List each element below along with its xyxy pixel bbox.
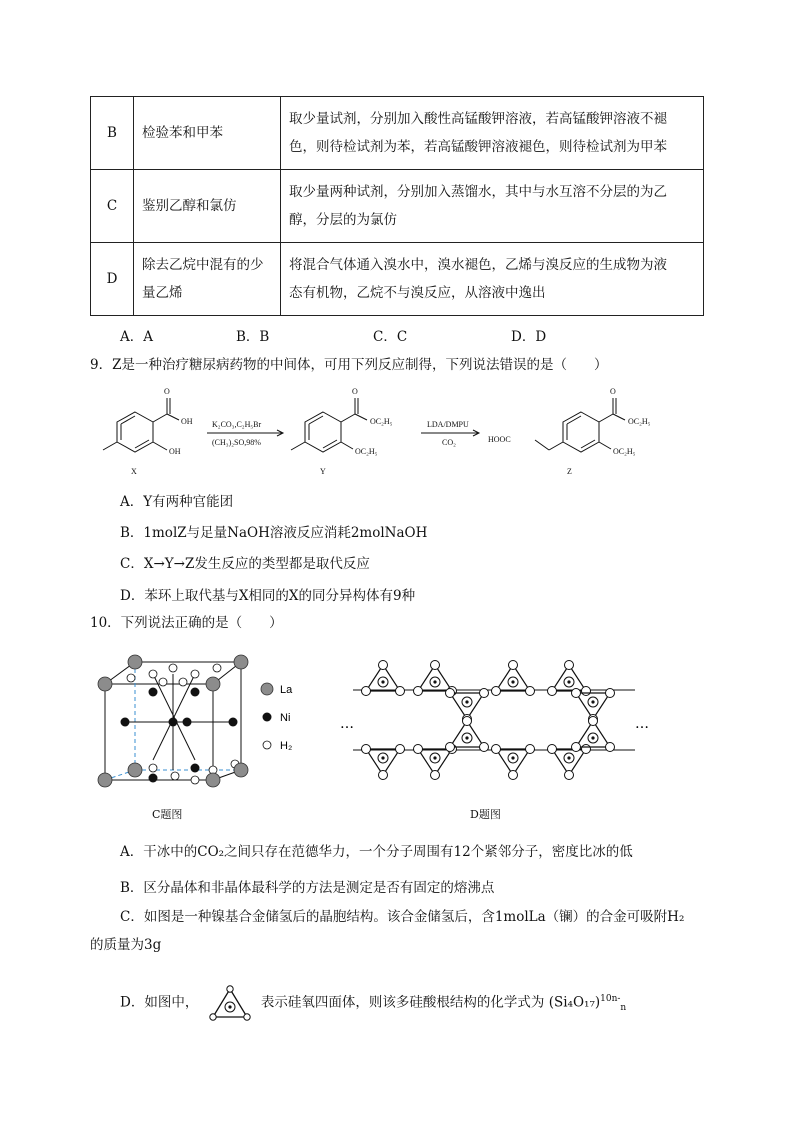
y-ether-label: OC₂H₅ — [355, 447, 378, 456]
legend-h2: H₂ — [280, 740, 293, 752]
row-task: 检验苯和甲苯 — [134, 97, 281, 170]
choice-d-formula: (Si₄O₁₇) — [548, 994, 601, 1011]
arrow2-bottom-label: CO₂ — [442, 438, 456, 447]
arrow1-top-label: K₂CO₃,C₂H₅Br — [212, 420, 262, 429]
row-letter: C — [91, 170, 134, 243]
legend-la: La — [280, 684, 293, 696]
reaction-scheme — [95, 382, 675, 480]
method-line: 醇，分层的为氯仿 — [289, 212, 397, 228]
y-ester-label: OC₂H₅ — [370, 417, 393, 426]
z-benzene-ring — [563, 412, 599, 452]
z-ester-label: OC₂H₅ — [628, 417, 651, 426]
q10-stem: 10．下列说法正确的是（ ） — [90, 615, 283, 631]
row-method — [281, 170, 704, 243]
q8-choice-b[interactable]: B．B — [236, 329, 270, 345]
legend-ni: Ni — [280, 712, 291, 724]
y-o-label: O — [352, 387, 358, 396]
q9-stem: 9．Z是一种治疗糖尿病药物的中间体，可用下列反应制得，下列说法错误的是（ ） — [90, 357, 608, 373]
q9-choice-c[interactable]: C．X→Y→Z发生反应的类型都是取代反应 — [120, 556, 370, 572]
q8-choice-c[interactable]: C．C — [373, 329, 408, 345]
z-o-label: O — [610, 387, 616, 396]
caption-d: D题图 — [470, 808, 501, 821]
crystal-cell-figure — [95, 652, 315, 797]
q9-choice-d[interactable]: D．苯环上取代基与X相同的X的同分异构体有9种 — [120, 588, 416, 604]
silica-tetrahedron — [572, 717, 615, 752]
row-task: 鉴别乙醇和氯仿 — [134, 170, 281, 243]
caption-c: C题图 — [152, 808, 183, 821]
q10-choice-b[interactable]: B．区分晶体和非晶体最科学的方法是测定是否有固定的熔沸点 — [120, 880, 495, 896]
experiment-table — [90, 96, 704, 316]
task-line: 除去乙烷中混有的少 — [142, 257, 264, 273]
table-row — [91, 170, 704, 243]
arrow1-bottom-label: (CH₃)₂SO,98% — [212, 438, 261, 447]
q8-choice-a[interactable]: A．A — [120, 329, 153, 345]
z-hooc-label: HOOC — [488, 435, 511, 444]
q10-choice-a[interactable]: A．干冰中的CO₂之间只存在范德华力，一个分子周围有12个紧邻分子，密度比冰的低 — [120, 844, 633, 860]
q10-choice-c[interactable]: C．如图是一种镍基合金储氢后的晶胞结构。该合金储氢后，含1molLa（镧）的合金可吸附H₂ — [120, 909, 685, 925]
q9-choice-a[interactable]: A．Y有两种官能团 — [120, 494, 234, 510]
silica-tetrahedron — [446, 717, 489, 752]
method-line: 态有机物，乙烷不与溴反应，从溶液中逸出 — [289, 285, 546, 301]
x-oh-side-label: OH — [169, 447, 181, 456]
choice-d-sup: 10n- — [600, 994, 621, 1004]
table-row — [91, 243, 704, 316]
x-benzene-ring — [117, 412, 153, 452]
x-label: X — [131, 467, 137, 476]
method-line: 将混合气体通入溴水中，溴水褪色，乙烯与溴反应的生成物为液 — [289, 257, 667, 273]
method-line: 色，则待检试剂为苯，若高锰酸钾溶液褪色，则待检试剂为甲苯 — [289, 139, 667, 155]
q10-choice-d[interactable] — [120, 985, 626, 1021]
ellipsis-right: … — [635, 716, 649, 732]
table-row — [91, 97, 704, 170]
q8-choice-d[interactable]: D．D — [511, 329, 547, 345]
row-method — [281, 97, 704, 170]
method-line: 取少量试剂，分别加入酸性高锰酸钾溶液，若高锰酸钾溶液不褪 — [289, 111, 667, 127]
row-task — [134, 243, 281, 316]
silica-tetrahedron-icon — [209, 985, 251, 1021]
row-method — [281, 243, 704, 316]
tetrahedra-group — [362, 661, 615, 780]
task-line: 量乙烯 — [142, 285, 183, 301]
choice-d-pre: D．如图中， — [120, 994, 199, 1011]
q9-choice-b[interactable]: B．1molZ与足量NaOH溶液反应消耗2molNaOH — [120, 525, 428, 541]
row-letter: B — [91, 97, 134, 170]
y-benzene-ring — [305, 412, 341, 452]
y-label: Y — [320, 467, 326, 476]
arrow2-top-label: LDA/DMPU — [427, 420, 469, 429]
method-line: 取少量两种试剂，分别加入蒸馏水，其中与水互溶不分层的为乙 — [289, 184, 667, 200]
q10-choice-c-cont: 的质量为3g — [90, 937, 162, 953]
z-label: Z — [567, 467, 572, 476]
choice-d-sub: n — [620, 1003, 627, 1014]
row-letter: D — [91, 243, 134, 316]
x-o-label: O — [164, 387, 170, 396]
x-oh-top-label: OH — [181, 417, 193, 426]
ellipsis-left: … — [340, 716, 354, 732]
silicate-chain-figure — [335, 648, 665, 798]
choice-d-post: 表示硅氧四面体，则该多硅酸根结构的化学式为 — [260, 994, 545, 1011]
z-ether-label: OC₂H₅ — [613, 447, 636, 456]
